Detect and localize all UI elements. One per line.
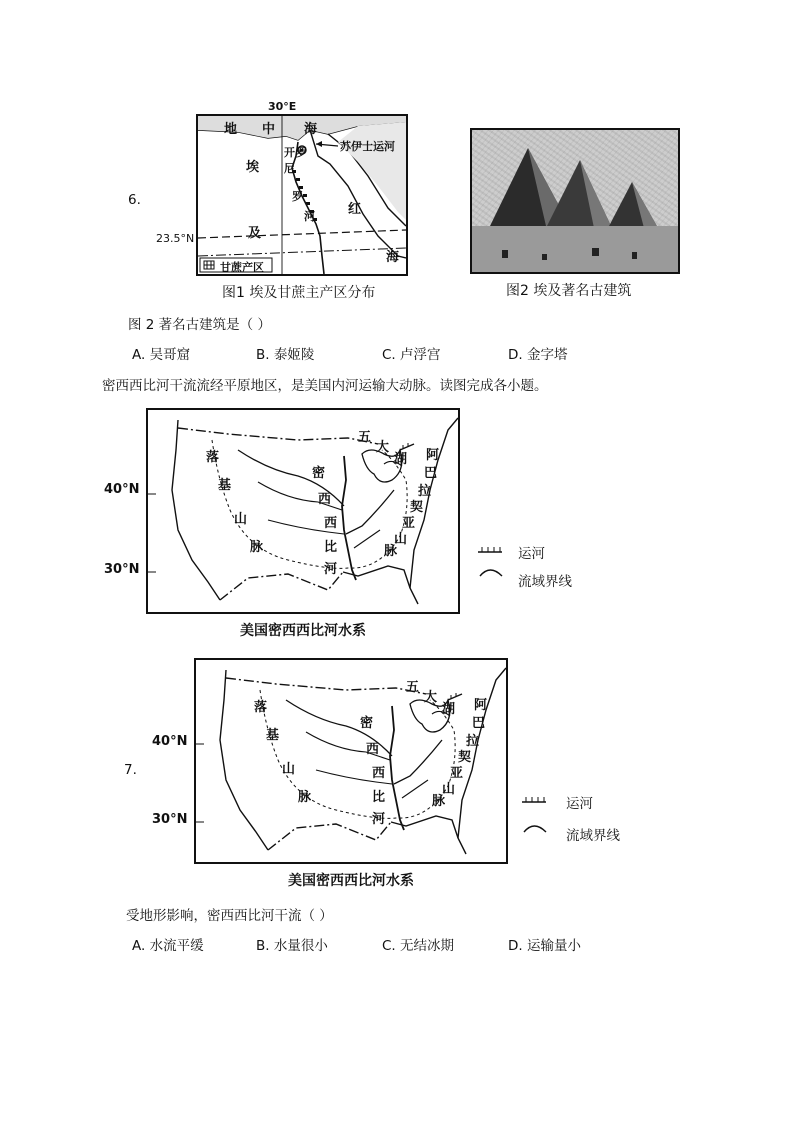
map-label-nile-1: 尼 [284, 162, 295, 175]
pyramids-photo [470, 128, 680, 274]
map2-miss-2: 西 [366, 742, 380, 757]
map2-app-3: 拉 [466, 734, 480, 749]
map-label-sea: 海 [386, 250, 400, 265]
map1-legend-symbols [476, 540, 506, 580]
question-6-text: 图 2 著名古建筑是（ ） [128, 317, 271, 333]
us-map-1 [146, 408, 460, 614]
map2-app-4: 契 [458, 750, 472, 765]
question-7-text: 受地形影响，密西西比河干流（ ） [126, 908, 333, 924]
pyramids-drawing [472, 130, 678, 272]
latitude-label: 23.5°N [156, 232, 195, 245]
map1-rocky-4: 脉 [250, 540, 264, 555]
map2-miss-3: 西 [372, 766, 386, 781]
longitude-label: 30°E [268, 100, 297, 113]
map1-lat40: 40°N [104, 482, 140, 497]
map1-miss-3: 西 [324, 516, 338, 531]
map1-miss-2: 西 [318, 492, 332, 507]
map2-app-5: 亚 [450, 766, 464, 781]
map1-app-1: 阿 [426, 448, 440, 463]
map-label-egypt-1: 埃 [246, 160, 260, 175]
map1-app-5: 亚 [402, 516, 416, 531]
map-label-med-3: 海 [304, 122, 318, 137]
map1-miss-1: 密 [312, 466, 326, 481]
map1-lakes-2: 大 [376, 440, 390, 455]
map2-app-6: 山 [442, 782, 456, 797]
map2-title: 美国密西西比河水系 [288, 873, 414, 889]
map1-app-4: 契 [410, 500, 424, 515]
figure-1-caption: 图1 埃及甘蔗主产区分布 [222, 285, 376, 301]
map1-rocky-2: 基 [218, 478, 232, 493]
map2-lat40: 40°N [152, 734, 188, 749]
map1-lakes-1: 五 [358, 430, 372, 445]
map2-legend-canal: 运河 [566, 796, 593, 812]
map2-app-7: 脉 [432, 794, 446, 809]
us-map-2 [194, 658, 508, 864]
map1-app-7: 脉 [384, 544, 398, 559]
map2-legend-boundary: 流域界线 [566, 828, 620, 844]
egypt-map [196, 114, 408, 276]
map2-lat30: 30°N [152, 812, 188, 827]
map-label-nile-3: 河 [304, 210, 315, 223]
map2-rocky-4: 脉 [298, 790, 312, 805]
map1-miss-5: 河 [324, 562, 338, 577]
map-label-med-2: 中 [262, 122, 276, 137]
map1-legend-boundary: 流域界线 [518, 574, 572, 590]
q6-option-b[interactable]: B. 泰姬陵 [256, 347, 315, 363]
map1-app-3: 拉 [418, 484, 432, 499]
map2-miss-1: 密 [360, 716, 374, 731]
q6-option-c[interactable]: C. 卢浮宫 [382, 347, 441, 363]
map2-lakes-3: 湖 [442, 702, 456, 717]
map2-rocky-1: 落 [254, 700, 268, 715]
question-number-7: 7. [124, 762, 137, 778]
map2-rocky-2: 基 [266, 728, 280, 743]
map1-app-6: 山 [394, 532, 408, 547]
intro-text: 密西西比河干流流经平原地区，是美国内河运输大动脉。读图完成各小题。 [102, 378, 548, 394]
map-label-canal: 苏伊士运河 [340, 140, 395, 153]
q6-option-a[interactable]: A. 吴哥窟 [132, 347, 191, 363]
map-label-nile-2: 罗 [292, 190, 303, 203]
map1-miss-4: 比 [324, 540, 338, 555]
map1-rocky-3: 山 [234, 512, 248, 527]
map2-miss-4: 比 [372, 790, 386, 805]
map2-lakes-2: 大 [424, 690, 438, 705]
map2-lakes-1: 五 [406, 680, 420, 695]
map2-miss-5: 河 [372, 812, 386, 827]
map-label-kairo-1: 开 [284, 146, 295, 159]
map-label-red: 红 [348, 202, 362, 217]
map1-app-2: 巴 [424, 466, 438, 481]
q7-option-b[interactable]: B. 水量很小 [256, 938, 328, 954]
map-label-med-1: 地 [224, 122, 238, 137]
map2-rocky-3: 山 [282, 762, 296, 777]
map2-app-1: 阿 [474, 698, 488, 713]
map1-legend-canal: 运河 [518, 546, 545, 562]
q7-option-d[interactable]: D. 运输量小 [508, 938, 581, 954]
map2-legend-symbols [520, 790, 550, 836]
map2-app-2: 巴 [472, 716, 486, 731]
q7-option-c[interactable]: C. 无结冰期 [382, 938, 455, 954]
figure-2-caption: 图2 埃及著名古建筑 [506, 283, 632, 299]
map1-lat30: 30°N [104, 562, 140, 577]
map-label-egypt-2: 及 [248, 226, 262, 241]
map1-title: 美国密西西比河水系 [240, 623, 366, 639]
map1-rocky-1: 落 [206, 450, 220, 465]
map1-lakes-3: 湖 [394, 452, 408, 467]
map-label-kairo-2: 罗 [296, 146, 307, 159]
question-number-6: 6. [128, 192, 141, 208]
map-legend-sugarcane: 甘蔗产区 [220, 261, 264, 274]
q7-option-a[interactable]: A. 水流平缓 [132, 938, 204, 954]
q6-option-d[interactable]: D. 金字塔 [508, 347, 568, 363]
